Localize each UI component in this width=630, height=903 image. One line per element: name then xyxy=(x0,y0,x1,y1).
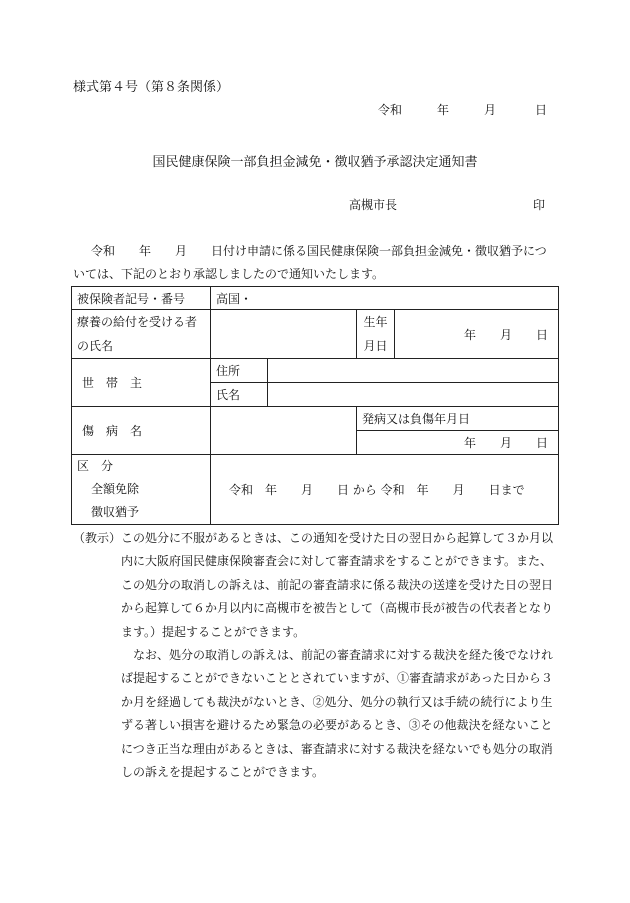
address-label: 住所 xyxy=(211,359,268,383)
insured-number-field[interactable]: 高国・ xyxy=(211,287,559,310)
birth-label-line-2: 月日 xyxy=(363,339,388,353)
patient-label-line-2: の氏名 xyxy=(77,339,114,353)
onset-date-field[interactable]: 年 月 日 xyxy=(357,431,559,455)
body-line-1: 令和 年 月 日付け申請に係る国民健康保険一部負担金減免・徴収猶予につ xyxy=(91,244,547,258)
category-cell xyxy=(72,455,211,525)
date-era: 令和 xyxy=(378,103,403,117)
address-field[interactable] xyxy=(268,359,559,383)
date-day: 日 xyxy=(535,103,548,117)
document-title: 国民健康保険一部負担金減免・徴収猶予承認決定通知書 xyxy=(152,155,478,170)
payment-deferral-option[interactable]: 徴収猶予 xyxy=(91,505,140,519)
seal-mark: 印 xyxy=(533,198,546,212)
body-text xyxy=(73,240,558,286)
name-label: 氏名 xyxy=(211,383,268,407)
table-row xyxy=(72,407,559,431)
householder-name-field[interactable] xyxy=(268,383,559,407)
patient-label xyxy=(72,310,211,359)
form-number: 様式第４号（第８条関係） xyxy=(73,80,230,95)
table-row xyxy=(72,359,559,383)
notice-section xyxy=(73,527,560,784)
birth-label-line-1: 生年 xyxy=(363,315,388,329)
insured-label: 被保険者記号・番号 xyxy=(72,287,211,310)
patient-name-field[interactable] xyxy=(211,310,357,359)
table-row xyxy=(72,287,559,310)
disease-name-field[interactable] xyxy=(211,407,357,455)
birth-label xyxy=(357,310,395,359)
notice-label: （教示） xyxy=(73,531,122,545)
table-row xyxy=(72,310,559,359)
date-month: 月 xyxy=(484,103,497,117)
period-field[interactable]: 令和 年 月 日 から 令和 年 月 日まで xyxy=(211,455,559,525)
category-label: 区 分 xyxy=(77,459,114,473)
issuer-name: 高槻市長 xyxy=(349,198,398,212)
notice-paragraph-2: なお、処分の取消しの訴えは、前記の審査請求に対する裁決を経た後でなければ提起することができないこととされていますが、①審査請求があった日から３か月を経過しても裁決がないとき、②処分、処分の執行又は手続の続行により生ずる著しい損害を避けるため緊急の必要があるとき、③その他裁決を経ないことにつき正当な理由があるときは、審査請求に対する裁決を経ないでも処分の取消しの訴えを提起することができます。 xyxy=(121,648,554,780)
patient-label-line-1: 療養の給付を受ける者 xyxy=(77,315,198,329)
birth-date-field[interactable]: 年 月 日 xyxy=(395,310,559,359)
notice-paragraph-1: この処分に不服があるときは、この通知を受けた日の翌日から起算して３か月以内に大阪府国民健康保険審査会に対して審査請求をすることができます。また、この処分の取消しの訴えは、前記の審査請求に係る裁決の送達を受けた日の翌日から起算して６か月以内に高槻市を被告として（高槻市長が被告の代表者となります。）提起することができます。 xyxy=(121,531,554,639)
date-year: 年 xyxy=(437,103,450,117)
details-table xyxy=(71,286,559,525)
table-row xyxy=(72,455,559,525)
body-line-2: いては、下記のとおり承認しましたので通知いたします。 xyxy=(73,267,385,281)
household-label: 世 帯 主 xyxy=(72,359,211,407)
onset-label: 発病又は負傷年月日 xyxy=(357,407,559,431)
disease-label: 傷 病 名 xyxy=(72,407,211,455)
full-exemption-option[interactable]: 全額免除 xyxy=(91,482,140,496)
